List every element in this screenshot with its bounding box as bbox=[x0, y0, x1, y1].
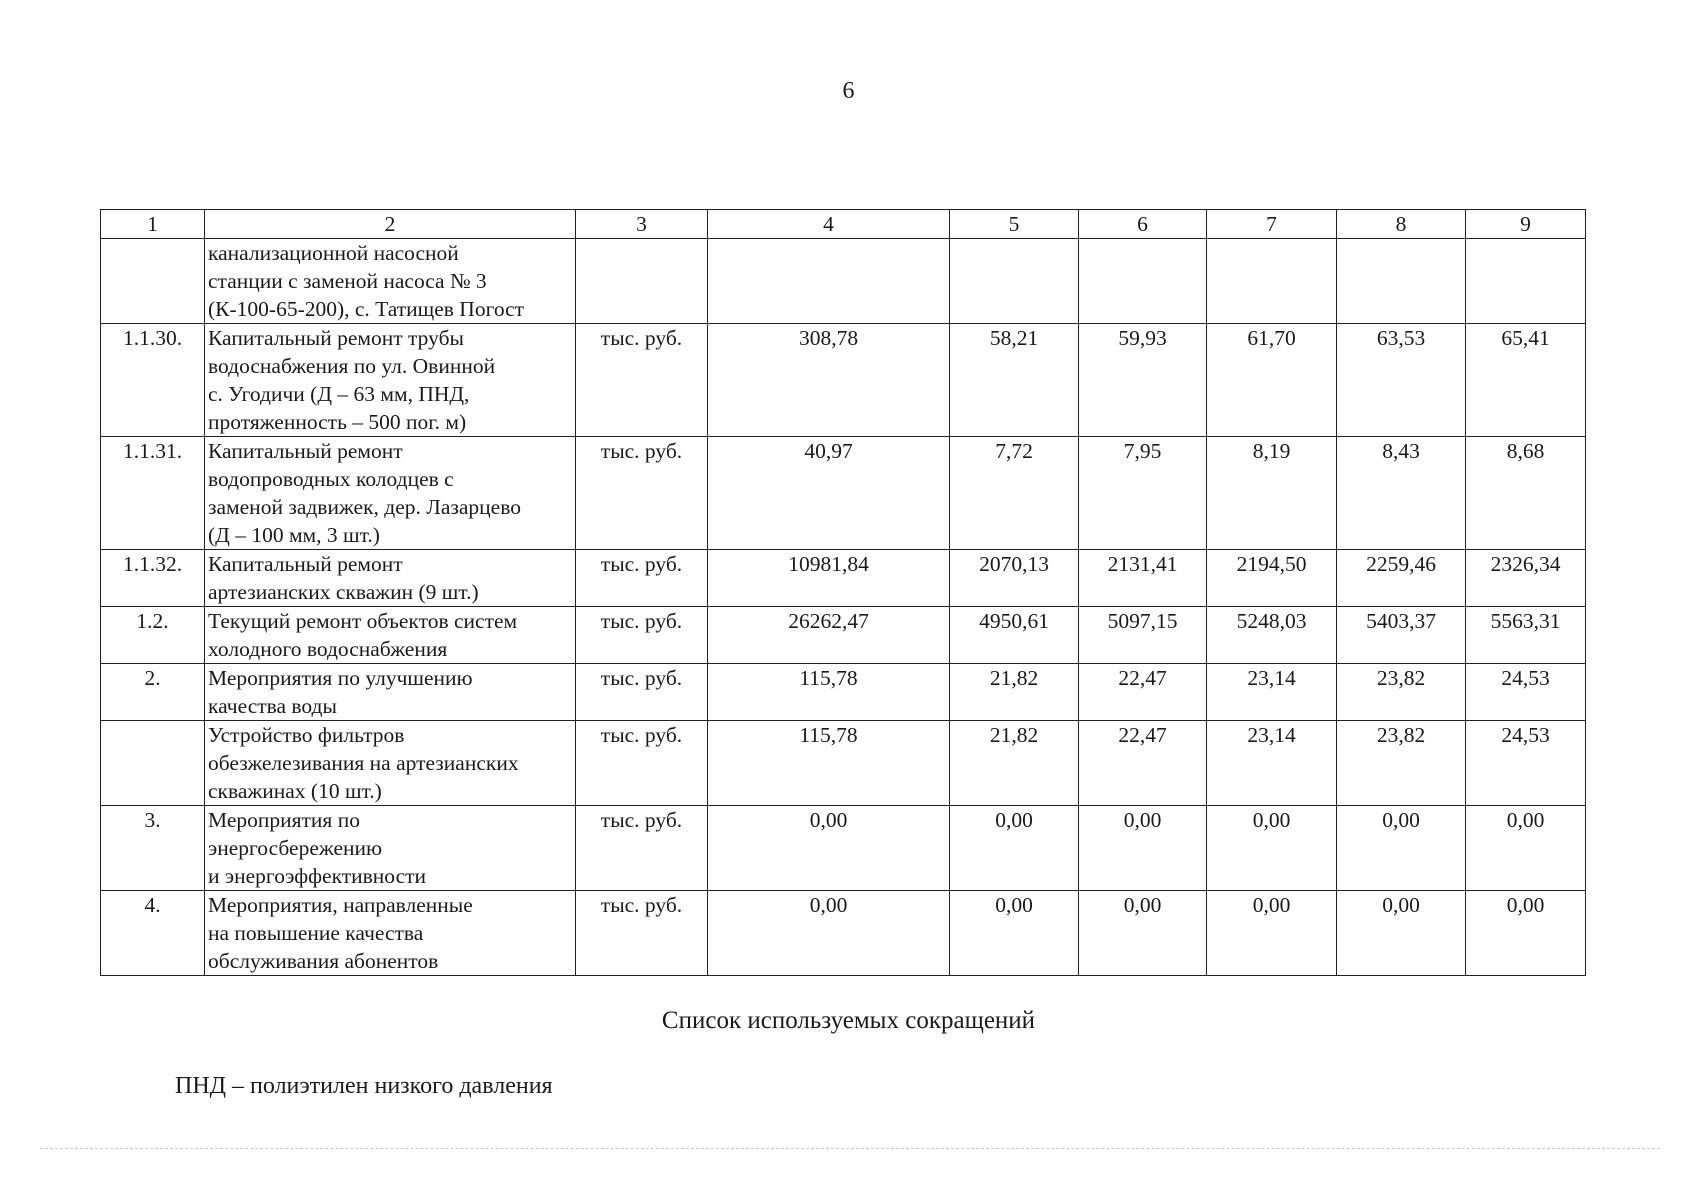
column-header: 3 bbox=[576, 210, 708, 239]
row-value bbox=[708, 239, 950, 324]
row-value: 22,47 bbox=[1079, 721, 1207, 806]
row-number: 2. bbox=[101, 664, 205, 721]
table-row bbox=[101, 891, 1586, 976]
row-value: 26262,47 bbox=[708, 607, 950, 664]
column-header: 8 bbox=[1337, 210, 1466, 239]
row-unit: тыс. руб. bbox=[576, 550, 708, 607]
row-value: 5097,15 bbox=[1079, 607, 1207, 664]
row-unit: тыс. руб. bbox=[576, 806, 708, 891]
row-value: 0,00 bbox=[708, 891, 950, 976]
row-description bbox=[205, 806, 576, 891]
row-value: 7,95 bbox=[1079, 437, 1207, 550]
row-value: 58,21 bbox=[950, 324, 1079, 437]
column-header: 2 bbox=[205, 210, 576, 239]
row-unit: тыс. руб. bbox=[576, 607, 708, 664]
column-header: 7 bbox=[1207, 210, 1337, 239]
row-value: 5403,37 bbox=[1337, 607, 1466, 664]
row-description bbox=[205, 664, 576, 721]
description-line: Мероприятия, направленные bbox=[208, 893, 473, 917]
row-value: 21,82 bbox=[950, 721, 1079, 806]
column-header: 5 bbox=[950, 210, 1079, 239]
description-line: Мероприятия по улучшению bbox=[208, 666, 473, 690]
row-value: 0,00 bbox=[950, 891, 1079, 976]
header-row bbox=[101, 210, 1586, 239]
row-number: 1.1.32. bbox=[101, 550, 205, 607]
row-description bbox=[205, 437, 576, 550]
row-value: 7,72 bbox=[950, 437, 1079, 550]
abbreviations-title: Список используемых сокращений bbox=[661, 1007, 1036, 1034]
description-line: обезжелезивания на артезианских bbox=[208, 751, 519, 775]
description-line: с. Угодичи (Д – 63 мм, ПНД, bbox=[208, 382, 470, 406]
row-value: 2326,34 bbox=[1466, 550, 1586, 607]
row-value: 24,53 bbox=[1466, 664, 1586, 721]
row-value: 2259,46 bbox=[1337, 550, 1466, 607]
row-value: 0,00 bbox=[1466, 891, 1586, 976]
table-row bbox=[101, 239, 1586, 324]
row-value: 0,00 bbox=[1079, 806, 1207, 891]
column-header: 1 bbox=[101, 210, 205, 239]
row-value: 59,93 bbox=[1079, 324, 1207, 437]
page-number: 6 bbox=[842, 78, 855, 104]
measures-table bbox=[100, 209, 1586, 976]
row-value: 0,00 bbox=[1207, 891, 1337, 976]
row-description bbox=[205, 721, 576, 806]
row-value bbox=[1207, 239, 1337, 324]
row-value: 0,00 bbox=[1207, 806, 1337, 891]
row-value bbox=[1337, 239, 1466, 324]
description-line: и энергоэффективности bbox=[208, 864, 427, 888]
description-line: качества воды bbox=[208, 694, 337, 718]
description-line: (К-100-65-200), с. Татищев Погост bbox=[208, 297, 525, 321]
row-unit: тыс. руб. bbox=[576, 664, 708, 721]
description-line: холодного водоснабжения bbox=[208, 637, 448, 661]
row-value: 24,53 bbox=[1466, 721, 1586, 806]
description-line: канализационной насосной bbox=[208, 241, 459, 265]
row-unit: тыс. руб. bbox=[576, 891, 708, 976]
row-number: 1.2. bbox=[101, 607, 205, 664]
description-line: водоснабжения по ул. Овинной bbox=[208, 354, 496, 378]
description-line: Капитальный ремонт bbox=[208, 439, 403, 463]
row-value: 21,82 bbox=[950, 664, 1079, 721]
row-number bbox=[101, 239, 205, 324]
row-unit bbox=[576, 239, 708, 324]
table-row bbox=[101, 324, 1586, 437]
row-value: 4950,61 bbox=[950, 607, 1079, 664]
row-value: 8,43 bbox=[1337, 437, 1466, 550]
row-unit: тыс. руб. bbox=[576, 721, 708, 806]
row-description bbox=[205, 324, 576, 437]
row-value: 0,00 bbox=[708, 806, 950, 891]
row-value: 5248,03 bbox=[1207, 607, 1337, 664]
table-body bbox=[101, 239, 1586, 976]
description-line: Устройство фильтров bbox=[208, 723, 405, 747]
row-value: 2131,41 bbox=[1079, 550, 1207, 607]
row-value: 61,70 bbox=[1207, 324, 1337, 437]
table-row bbox=[101, 550, 1586, 607]
row-description bbox=[205, 550, 576, 607]
row-value: 22,47 bbox=[1079, 664, 1207, 721]
row-value: 23,82 bbox=[1337, 664, 1466, 721]
description-line: артезианских скважин (9 шт.) bbox=[208, 580, 479, 604]
row-unit: тыс. руб. bbox=[576, 324, 708, 437]
table-row bbox=[101, 721, 1586, 806]
description-line: водопроводных колодцев с bbox=[208, 467, 454, 491]
row-description bbox=[205, 239, 576, 324]
row-description bbox=[205, 891, 576, 976]
description-line: заменой задвижек, дер. Лазарцево bbox=[208, 495, 521, 519]
row-number: 1.1.30. bbox=[101, 324, 205, 437]
row-value: 0,00 bbox=[950, 806, 1079, 891]
row-value: 63,53 bbox=[1337, 324, 1466, 437]
table-row bbox=[101, 664, 1586, 721]
row-value bbox=[1079, 239, 1207, 324]
column-header: 4 bbox=[708, 210, 950, 239]
description-line: обслуживания абонентов bbox=[208, 949, 439, 973]
description-line: протяженность – 500 пог. м) bbox=[208, 410, 467, 434]
row-value: 2070,13 bbox=[950, 550, 1079, 607]
abbreviation-item: ПНД – полиэтилен низкого давления bbox=[175, 1073, 553, 1099]
row-value: 10981,84 bbox=[708, 550, 950, 607]
row-value: 2194,50 bbox=[1207, 550, 1337, 607]
column-header: 6 bbox=[1079, 210, 1207, 239]
description-line: станции с заменой насоса № 3 bbox=[208, 269, 487, 293]
description-line: Мероприятия по bbox=[208, 808, 360, 832]
row-value: 115,78 bbox=[708, 721, 950, 806]
table-row bbox=[101, 806, 1586, 891]
row-value: 8,19 bbox=[1207, 437, 1337, 550]
row-value: 0,00 bbox=[1079, 891, 1207, 976]
row-number bbox=[101, 721, 205, 806]
description-line: скважинах (10 шт.) bbox=[208, 779, 382, 803]
scan-artifact-line bbox=[40, 1148, 1660, 1149]
description-line: Капитальный ремонт bbox=[208, 552, 403, 576]
row-value: 23,14 bbox=[1207, 721, 1337, 806]
row-value: 0,00 bbox=[1337, 806, 1466, 891]
row-value: 0,00 bbox=[1337, 891, 1466, 976]
row-value: 40,97 bbox=[708, 437, 950, 550]
row-value: 115,78 bbox=[708, 664, 950, 721]
row-unit: тыс. руб. bbox=[576, 437, 708, 550]
row-value: 8,68 bbox=[1466, 437, 1586, 550]
row-description bbox=[205, 607, 576, 664]
table-row bbox=[101, 437, 1586, 550]
row-value bbox=[1466, 239, 1586, 324]
row-number: 3. bbox=[101, 806, 205, 891]
description-line: энергосбережению bbox=[208, 836, 383, 860]
row-number: 4. bbox=[101, 891, 205, 976]
column-header: 9 bbox=[1466, 210, 1586, 239]
row-value: 23,14 bbox=[1207, 664, 1337, 721]
description-line: Текущий ремонт объектов систем bbox=[208, 609, 518, 633]
row-number: 1.1.31. bbox=[101, 437, 205, 550]
row-value: 65,41 bbox=[1466, 324, 1586, 437]
description-line: (Д – 100 мм, 3 шт.) bbox=[208, 523, 380, 547]
description-line: Капитальный ремонт трубы bbox=[208, 326, 464, 350]
row-value: 5563,31 bbox=[1466, 607, 1586, 664]
row-value: 23,82 bbox=[1337, 721, 1466, 806]
table-row bbox=[101, 607, 1586, 664]
row-value: 308,78 bbox=[708, 324, 950, 437]
description-line: на повышение качества bbox=[208, 921, 424, 945]
row-value: 0,00 bbox=[1466, 806, 1586, 891]
row-value bbox=[950, 239, 1079, 324]
